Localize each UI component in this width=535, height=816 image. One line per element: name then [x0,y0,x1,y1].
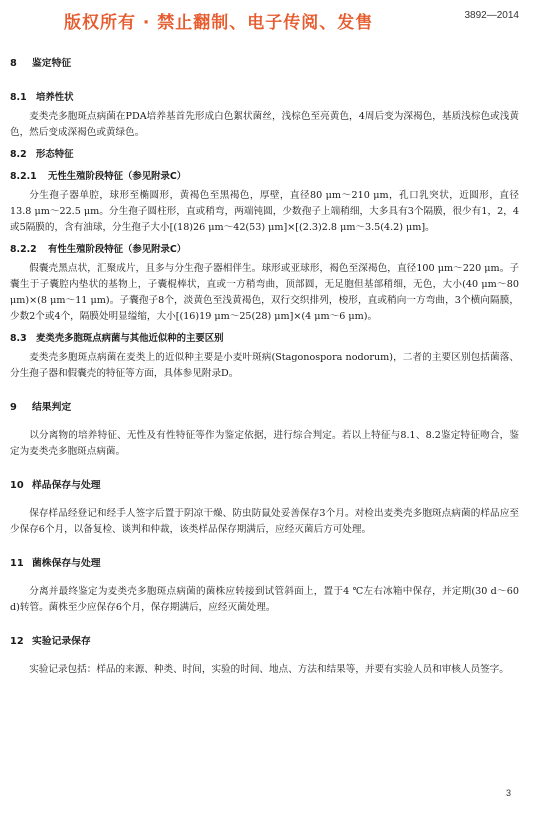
section-number: 8.3 [10,333,27,344]
section-8-heading [10,56,519,72]
section-12-text: 实验记录包括：样品的来源、种类、时间，实验的时间、地点、方法和结果等，并要有实验人员和审核人员签字。 [29,664,509,675]
section-number: 9 [10,402,17,413]
section-title: 菌株保存与处理 [32,558,101,569]
section-8-3-text: 麦类壳多胞斑点病菌在麦类上的近似种主要是小麦叶斑病(Stagonospora nodorum)，二者的主要区别包括菌落、分生孢子器和假囊壳的特征等方面，具体参见附录D。 [10,352,519,379]
section-9-heading [10,400,519,416]
section-8-2-2-heading [10,242,519,258]
copyright-watermark: 版权所有 · 禁止翻制、电子传阅、发售 [64,13,374,33]
section-10-heading [10,478,519,494]
section-number: 11 [10,558,24,569]
section-title: 结果判定 [32,402,72,413]
document-body [10,52,519,678]
section-10-text: 保存样品经登记和经手人签字后置于阴凉干燥、防虫防鼠处妥善保存3个月。对检出麦类壳多胞斑点病菌的样品应至少保存6个月，以备复检、谈判和仲裁，该类样品保存期满后，应经灭菌后方可处理。 [10,508,519,535]
section-title: 无性生殖阶段特征（参见附录C） [48,171,187,182]
section-number: 8.2.1 [10,171,37,182]
section-8-3-heading [10,331,519,347]
section-8-2-2-text: 假囊壳黑点状，汇聚成片，且多与分生孢子器相伴生。球形或亚球形，褐色至深褐色，直径100 μm～220 μm。子囊生于子囊腔内垫状的基物上，子囊棍棒状，直或一方稍弯曲，顶部圆，无足胞但基部稍细，无色，大小(40 μm～80 μm)×(8 μm～11 μm)。子囊孢子8个，淡黄色至浅黄褐色，双行交织排列，梭形，直或稍向一方弯曲，3个横向隔膜，少数2个或4个，隔膜处明显缢缩，大小[(16)19 μm～25(28) μm]×(4 μm～6 μm)。 [10,263,519,322]
section-title: 有性生殖阶段特征（参见附录C） [48,244,187,255]
section-11-text: 分离并最终鉴定为麦类壳多胞斑点病菌的菌株应转接到试管斜面上，置于4 ℃左右冰箱中保存，并定期(30 d～60 d)转管。菌株至少应保存6个月，保存期满后，应经灭菌处理。 [10,586,519,613]
section-title: 培养性状 [36,92,74,103]
section-number: 8 [10,58,17,69]
standard-number: 3892—2014 [464,10,519,21]
section-number: 8.2 [10,149,27,160]
section-title: 麦类壳多胞斑点病菌与其他近似种的主要区别 [36,333,224,344]
section-number: 10 [10,480,24,491]
section-number: 8.2.2 [10,244,37,255]
section-9-text: 以分离物的培养特征、无性及有性特征等作为鉴定依据，进行综合判定。若以上特征与8.1、8.2鉴定特征吻合，鉴定为麦类壳多胞斑点病菌。 [10,430,519,457]
section-8-1-text: 麦类壳多胞斑点病菌在PDA培养基首先形成白色絮状菌丝，浅棕色至亮黄色，4周后变为深褐色，基质浅棕色或浅黄色，然后变成深褐色或黄绿色。 [10,111,519,138]
section-8-1-heading [10,90,519,106]
section-title: 实验记录保存 [32,636,91,647]
section-8-2-1-text: 分生孢子器单腔，球形至椭圆形，黄褐色至黑褐色，厚壁，直径80 μm～210 μm，孔口乳突状，近圆形，直径13.8 μm～22.5 μm。分生孢子圆柱形，直或稍弯，两端钝圆，少数孢子上端稍细，大多具有3个隔膜，很少有1，2，4或5隔膜的，含有油球，分生孢子大小[(18)26 μm～42(53) μm]×[(2.3)2.8 μm～3.5(4.2) μm]。 [10,190,519,233]
page-number: 3 [505,788,511,798]
section-8-2-1-heading [10,169,519,185]
section-number: 12 [10,636,24,647]
section-title: 鉴定特征 [32,58,72,69]
section-title: 形态特征 [36,149,74,160]
section-12-heading [10,634,519,650]
section-number: 8.1 [10,92,27,103]
section-title: 样品保存与处理 [32,480,101,491]
section-11-heading [10,556,519,572]
section-8-2-heading [10,147,519,163]
